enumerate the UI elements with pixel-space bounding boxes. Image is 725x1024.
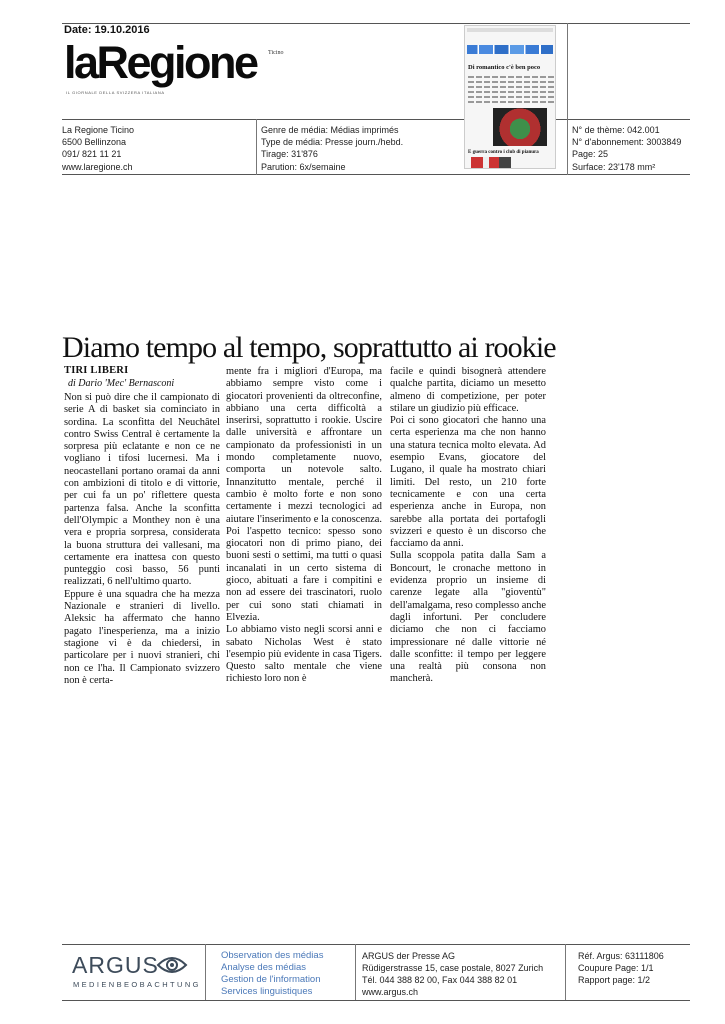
service-link[interactable]: Gestion de l'information (221, 974, 321, 985)
newspaper-logo: laRegione (64, 37, 257, 88)
newspaper-tagline: IL GIORNALE DELLA SVIZZERA ITALIANA (66, 90, 165, 95)
thumbnail-photo (471, 157, 511, 169)
service-link[interactable]: Observation des médias (221, 950, 324, 961)
header-divider-2 (567, 23, 568, 175)
article-paragraph: mente fra i migliori d'Europa, ma abbiamo sempre visto come i giocatori provenienti da oltreconfine, abbiano una certa difficoltà a inserirsi, soprattutto i rookie. Uscire dalle università e affrontare un campionato da professionisti in un mondo completamente nuovo, comporta un notevole salto. Innanzitutto mentale, perché il cambio è molto forte e non sono certamente i mezzi tecnologici ad aiutare l'inserimento e la conoscenza. Poi l'aspetto tecnico: spesso sono giocatori non di primo piano, dei buoni sesti o settimi, ma tutti o quasi incanalati in un certo sistema di gioco, abituati a fare i compitini e non ad essere dei trascinatori, ruolo per cui sono stati chiamati in Elvezia. (226, 366, 382, 623)
article-headline: Diamo tempo al tempo, soprattutto ai rookie (62, 331, 556, 364)
theme-number: N° de thème: 042.001 (572, 125, 660, 135)
footer-divider-3 (565, 944, 566, 1000)
argus-ref-number: Réf. Argus: 63111806 (578, 951, 664, 961)
header-divider-1 (256, 119, 257, 175)
surface-area: Surface: 23'178 mm² (572, 161, 656, 172)
thumbnail-headline: Di romantico c'è ben poco (468, 64, 541, 71)
article-paragraph: Poi ci sono giocatori che hanno una certa esperienza ma che non hanno una statura tecnica molto elevata. Ad esempio Evans, giocatore del Lugano, il quale ha mostrato chiari limiti. Del resto, un 210 forte tecnicamente e con una certa esperienza anche in Europa, non sarebbe alla portata dei portafogli svizzeri e questo è un discorso che facciamo da anni. (390, 415, 546, 550)
eye-icon (156, 953, 188, 977)
header-top-rule (62, 23, 690, 24)
argus-reference (578, 950, 664, 986)
argus-address (362, 950, 543, 998)
thumbnail-text-line (468, 96, 554, 98)
article-paragraph: facile e quindi bisognerà attendere qualche partita, diciamo un mesetto almeno di competizione, per poter stilare un giudizio più efficace. (390, 366, 546, 414)
media-parution: Parution: 6x/semaine (261, 161, 346, 172)
thumbnail-text-line (468, 81, 554, 83)
argus-website-link[interactable]: www.argus.ch (362, 987, 419, 997)
header-bottom-rule (62, 174, 690, 175)
report-page: Rapport page: 1/2 (578, 975, 651, 985)
thumbnail-banner (467, 45, 553, 54)
footer-top-rule (62, 944, 690, 945)
header-mid-rule (62, 119, 690, 120)
clipping-date: Date: 19.10.2016 (64, 24, 150, 36)
argus-logo: ARGUS (72, 952, 159, 978)
page-number: Page: 25 (572, 149, 609, 160)
footer-divider-1 (205, 944, 206, 1000)
thumbnail-photo (493, 108, 547, 146)
thumbnail-text-line (468, 76, 554, 78)
media-genre: Genre de média: Médias imprimés (261, 125, 399, 135)
newspaper-logo-sub: Ticino (268, 50, 284, 56)
argus-logo-sub: MEDIENBEOBACHTUNG (73, 980, 201, 989)
reference-info (572, 124, 681, 173)
article-paragraph: Eppure è una squadra che ha mezza Nazionale e stranieri di livello. Aleksic ha affermato che hanno pagato l'inesperienza, ma a inizio stagione vi è da chiedersi, in particolare per i nuovi stranieri, chi non ce l'ha. Il Campionato svizzero non è certa- (64, 588, 220, 686)
article-column-2 (226, 366, 382, 686)
article-author: di Dario 'Mec' Bernasconi (68, 378, 175, 389)
publisher-web: www.laregione.ch (62, 161, 133, 172)
article-paragraph: Non si può dire che il campionato di serie A di basket sia cominciato in sordina. La sconfitta del Neuchâtel contro Swiss Central è certamente la sorpresa più eclatante e non ce ne vogliano i tifosi lucernesi. Ma i neocastellani portano oramai da anni con ambizioni di titolo e di vittorie, per cui fa un po' riflettere questa partenza falsa. Anche la sconfitta dell'Olympic a Monthey non è una vera e propria sorpresa, considerata la buona struttura dei vallesani, ma certamente era inattesa con questo punteggio così basso, 56 punti realizzati, 6 nell'ultimo quarto. (64, 392, 220, 588)
footer-divider-2 (355, 944, 356, 1000)
service-link[interactable]: Services linguistiques (221, 986, 313, 997)
article-column-3 (390, 366, 546, 686)
article-kicker: TIRI LIBERI (64, 365, 129, 376)
thumbnail-text-line (468, 91, 554, 93)
article-paragraph: Lo abbiamo visto negli scorsi anni e sabato Nicholas West è stato l'esempio più evidente in casa Tigers. Questo salto mentale che viene richiesto loro non è (226, 624, 382, 685)
publisher-phone: 091/ 821 11 21 (62, 149, 122, 160)
publisher-city: 6500 Bellinzona (62, 137, 127, 148)
media-type: Type de média: Presse journ./hebd. (261, 137, 404, 148)
publisher-info (62, 124, 134, 173)
article-column-1 (64, 392, 220, 687)
page-thumbnail (464, 25, 556, 169)
clipping-page: Coupure Page: 1/1 (578, 963, 654, 973)
media-tirage: Tirage: 31'876 (261, 149, 318, 160)
address-line: Rüdigerstrasse 15, case postale, 8027 Zurich (362, 963, 544, 973)
thumbnail-subhead: E guerra contro i club di pianura (468, 150, 539, 155)
subscription-number: N° d'abonnement: 3003849 (572, 137, 682, 148)
thumbnail-text-line (468, 101, 554, 103)
service-link[interactable]: Analyse des médias (221, 962, 307, 973)
publisher-name: La Regione Ticino (62, 125, 135, 135)
address-line: ARGUS der Presse AG (362, 951, 456, 961)
footer-bottom-rule (62, 1000, 690, 1001)
thumbnail-text-line (468, 86, 554, 88)
argus-services (221, 950, 323, 998)
address-line: Tél. 044 388 82 00, Fax 044 388 82 01 (362, 975, 518, 985)
media-info (261, 124, 403, 173)
article-paragraph: Sulla scoppola patita dalla Sam a Boncourt, le cronache mettono in evidenza proprio un insieme di carenze legate alla "gioventù" dell'amalgama, reso complesso anche dagli infortuni. Per concludere diciamo che non ci facciamo impressionare né dalle vittorie né dalle sconfitte: il tempo per leggere una realtà più consona non mancherà. (390, 550, 546, 685)
thumbnail-masthead (467, 28, 553, 32)
